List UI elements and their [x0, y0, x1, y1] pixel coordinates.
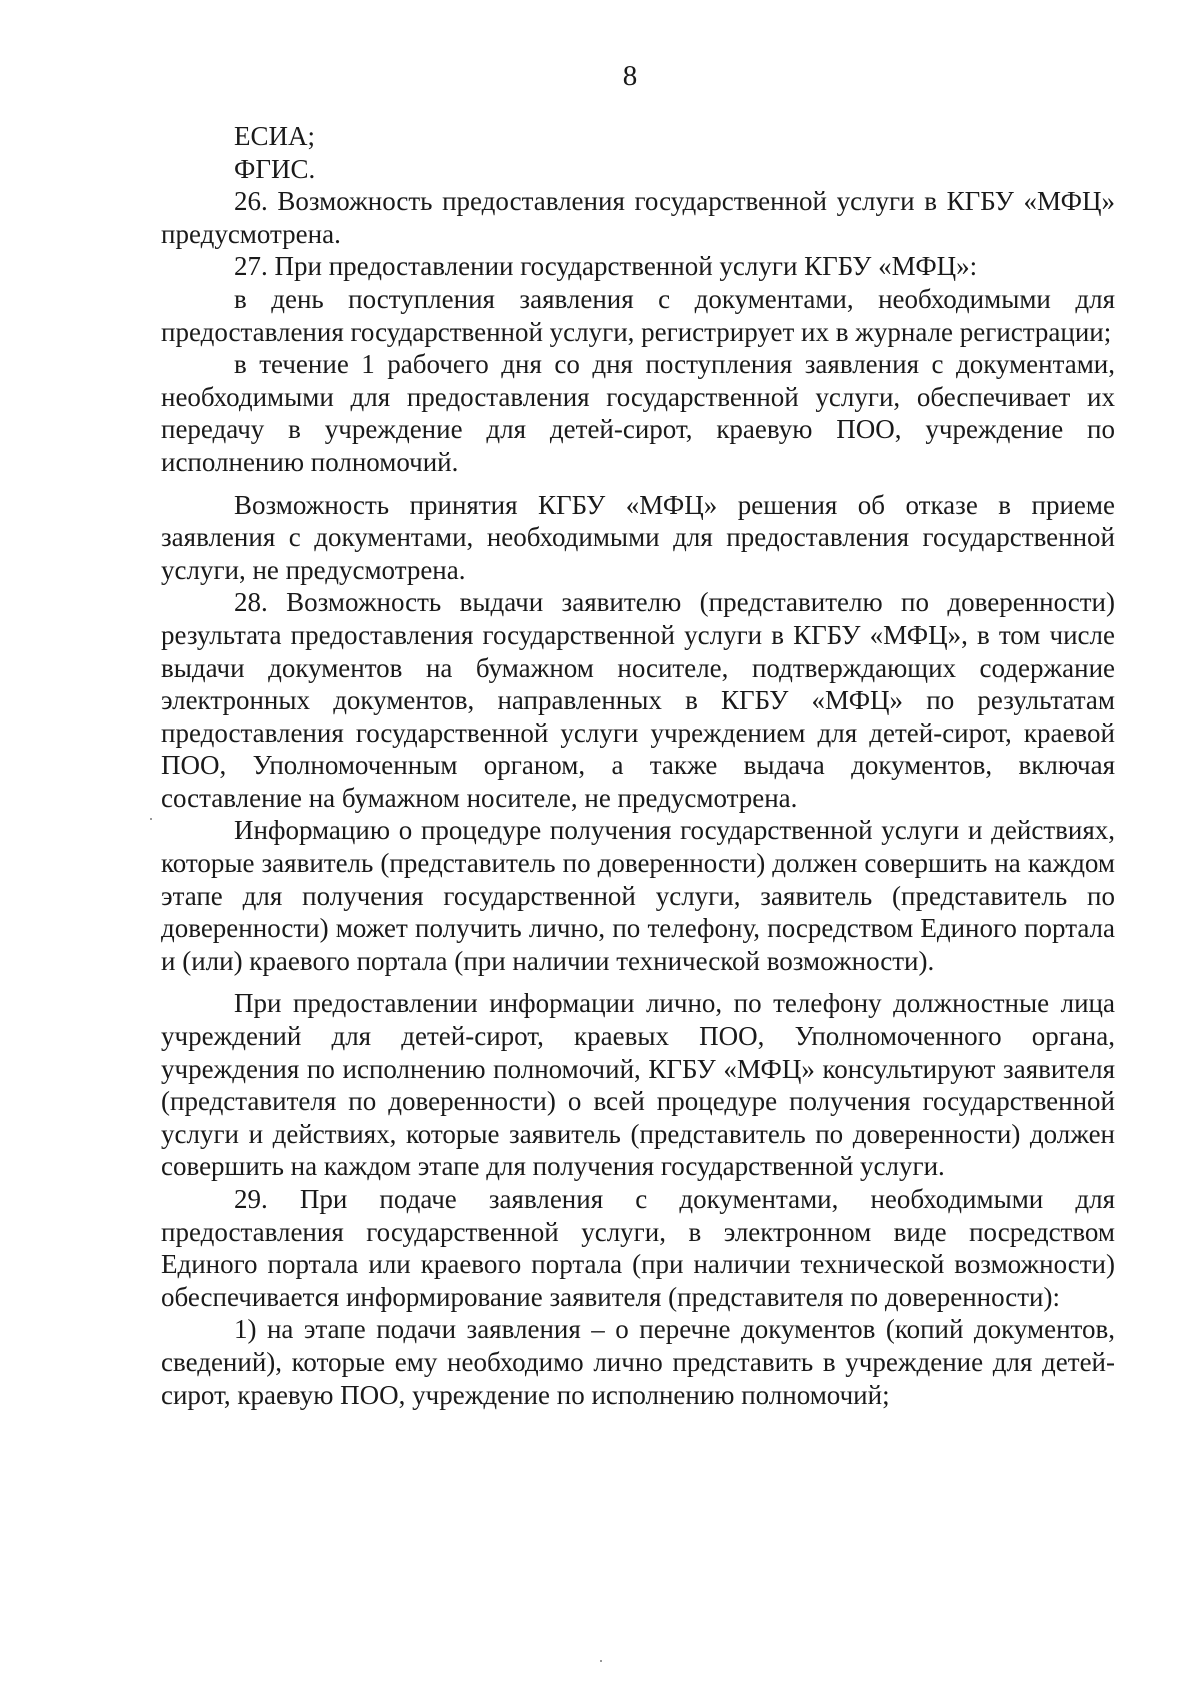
paragraph-27-transfer: в течение 1 рабочего дня со дня поступления заявления с документами, необходимыми для предоставления государственной услуги, обеспечивает их передачу в учреждение для детей-сирот, краевую ПОО, учреждение по исполнению полномочий.	[161, 349, 1115, 477]
paragraph-consultation: При предоставлении информации лично, по телефону должностные лица учреждений для детей-сирот, краевых ПОО, Уполномоченного органа, учреждения по исполнению полномочий, КГБУ «МФЦ» консультируют заявителя (представителя по доверенности) о всей процедуре получения государственной услуги и действиях, которые заявитель (представитель по доверенности) должен совершить на каждом этапе для получения государственной услуги.	[161, 988, 1115, 1182]
paragraph-29-item-1: 1) на этапе подачи заявления – о перечне документов (копий документов, сведений), которые ему необходимо лично представить в учреждение для детей-сирот, краевую ПОО, учреждение по исполнению полномочий;	[161, 1314, 1115, 1410]
scan-speck	[150, 818, 152, 820]
paragraph-esia: ЕСИА;	[234, 121, 315, 151]
paragraph-27: 27. При предоставлении государственной услуги КГБУ «МФЦ»:	[234, 251, 978, 282]
paragraph-28: 28. Возможность выдачи заявителю (представителю по доверенности) результата предоставления государственной услуги в КГБУ «МФЦ», в том числе выдачи документов на бумажном носителе, подтверждающих содержание электронных документов, направленных в КГБУ «МФЦ» по результатам предоставления государственной услуги учреждением для детей-сирот, краевой ПОО, Уполномоченным органом, а также выдача документов, включая составление на бумажном носителе, не предусмотрена.	[161, 587, 1115, 813]
scan-speck	[600, 1660, 602, 1662]
paragraph-fgis: ФГИС.	[234, 153, 316, 184]
paragraph-refusal-not-provided: Возможность принятия КГБУ «МФЦ» решения об отказе в приеме заявления с документами, необходимыми для предоставления государственной услуги, не предусмотрена.	[161, 489, 1115, 585]
document-body	[161, 120, 1115, 1411]
paragraph-29: 29. При подаче заявления с документами, необходимыми для предоставления государственной услуги, в электронном виде посредством Единого портала или краевого портала (при наличии технической возможности) обеспечивается информирование заявителя (представителя по доверенности):	[161, 1184, 1115, 1312]
paragraph-27-registration: в день поступления заявления с документами, необходимыми для предоставления государственной услуги, регистрирует их в журнале регистрации;	[161, 283, 1115, 347]
paragraph-information-procedure: Информацию о процедуре получения государственной услуги и действиях, которые заявитель (представитель по доверенности) должен совершить на каждом этапе для получения государственной услуги, заявитель (представитель по доверенности) может получить лично, по телефону, посредством Единого портала и (или) краевого портала (при наличии технической возможности).	[161, 815, 1115, 976]
paragraph-26: 26. Возможность предоставления государственной услуги в КГБУ «МФЦ» предусмотрена.	[161, 186, 1115, 249]
page-number: 8	[622, 60, 638, 92]
